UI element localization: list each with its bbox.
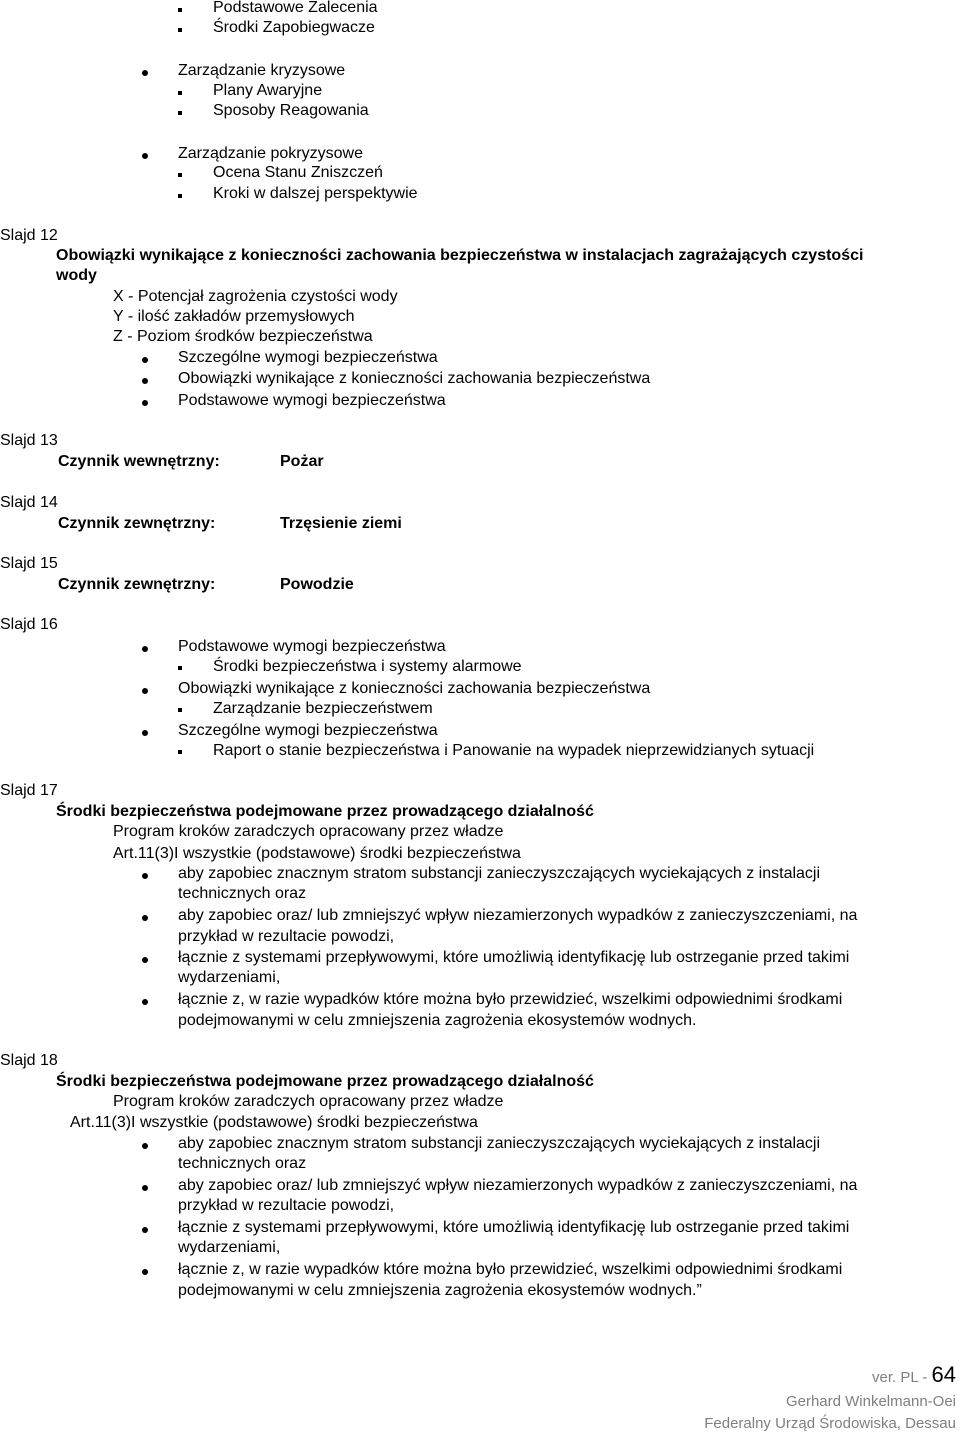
bullet-marker [142, 1227, 148, 1233]
list-item: Zarządzanie pokryzysowe [178, 145, 363, 162]
list-item: aby zapobiec oraz/ lub zmniejszyć wpływ niezamierzonych wypadków z zanieczyszczeniami, na [178, 907, 858, 924]
bullet-marker [178, 28, 182, 32]
footer-author: Gerhard Winkelmann-Oei [785, 1393, 956, 1410]
list-item: łącznie z, w razie wypadków które można było przewidzieć, wszelkimi odpowiednimi środkami [178, 1261, 843, 1278]
bullet-marker [178, 111, 182, 115]
bullet-marker [178, 708, 182, 712]
list-item: Plany Awaryjne [213, 82, 323, 99]
list-item: Obowiązki wynikające z konieczności zachowania bezpieczeństwa [178, 680, 651, 697]
footer-org: Federalny Urząd Środowiska, Dessau [704, 1415, 956, 1432]
list-item-cont: przykład w rezultacie powodzi, [178, 928, 395, 945]
bullet-marker [142, 1143, 148, 1149]
version-label: ver. PL - [872, 1369, 932, 1386]
slide-label: Slajd 15 [0, 555, 58, 572]
factor-label: Czynnik zewnętrzny: [58, 576, 216, 593]
list-item: aby zapobiec oraz/ lub zmniejszyć wpływ niezamierzonych wypadków z zanieczyszczeniami, na [178, 1177, 858, 1194]
factor-value: Trzęsienie ziemi [280, 515, 402, 532]
list-item-cont: podejmowanymi w celu zmniejszenia zagrożenia ekosystemów wodnych.” [178, 1282, 702, 1299]
slide-label: Slajd 14 [0, 494, 58, 511]
bullet-marker [178, 91, 182, 95]
section-heading: Środki bezpieczeństwa podejmowane przez prowadzącego działalność [56, 1073, 594, 1090]
list-item: Podstawowe wymogi bezpieczeństwa [178, 392, 446, 409]
slide-label: Slajd 13 [0, 432, 58, 449]
list-item: Kroki w dalszej perspektywie [213, 185, 418, 202]
list-item-cont: wydarzeniami, [178, 969, 281, 986]
text-line: Program kroków zaradczych opracowany przez władze [113, 823, 504, 840]
factor-value: Pożar [280, 453, 324, 470]
bullet-marker [142, 1269, 148, 1275]
list-item-cont: przykład w rezultacie powodzi, [178, 1197, 395, 1214]
bullet-marker [178, 8, 182, 12]
list-subitem: Raport o stanie bezpieczeństwa i Panowanie na wypadek nieprzewidzianych sytuacji [213, 742, 815, 759]
list-subitem: Środki bezpieczeństwa i systemy alarmowe [213, 658, 522, 675]
slide-label: Slajd 17 [0, 782, 58, 799]
list-item-cont: technicznych oraz [178, 885, 307, 902]
list-item: Obowiązki wynikające z konieczności zachowania bezpieczeństwa [178, 370, 651, 387]
section-heading: Obowiązki wynikające z konieczności zachowania bezpieczeństwa w instalacjach zagrażających czystości [56, 247, 864, 264]
bullet-marker [142, 915, 148, 921]
list-item: Podstawowe wymogi bezpieczeństwa [178, 638, 446, 655]
bullet-marker [142, 400, 148, 406]
bullet-marker [178, 666, 182, 670]
axis-item: Z - Poziom środków bezpieczeństwa [113, 328, 373, 345]
page-number: 64 [931, 1362, 956, 1387]
list-item-cont: technicznych oraz [178, 1155, 307, 1172]
bullet-marker [142, 730, 148, 736]
slide-label: Slajd 18 [0, 1052, 58, 1069]
bullet-marker [142, 357, 148, 363]
list-item: aby zapobiec znacznym stratom substancji zanieczyszczających wyciekających z instalacji [178, 865, 821, 882]
factor-label: Czynnik zewnętrzny: [58, 515, 216, 532]
bullet-marker [142, 70, 148, 76]
list-item: Środki Zapobiegwacze [213, 19, 375, 36]
list-item: Szczególne wymogi bezpieczeństwa [178, 722, 438, 739]
bullet-marker [142, 873, 148, 879]
axis-item: Y - ilość zakładów przemysłowych [113, 308, 355, 325]
text-line: Art.11(3)I wszystkie (podstawowe) środki bezpieczeństwa [113, 845, 521, 862]
list-subitem: Zarządzanie bezpieczeństwem [213, 700, 433, 717]
list-item: Sposoby Reagowania [213, 102, 369, 119]
text-line: Art.11(3)I wszystkie (podstawowe) środki bezpieczeństwa [70, 1114, 478, 1131]
bullet-marker [178, 194, 182, 198]
slide-label: Slajd 12 [0, 227, 58, 244]
axis-item: X - Potencjał zagrożenia czystości wody [113, 288, 398, 305]
page-footer [704, 1362, 956, 1435]
bullet-marker [142, 1185, 148, 1191]
bullet-marker [142, 957, 148, 963]
list-item: Szczególne wymogi bezpieczeństwa [178, 349, 438, 366]
list-item: Ocena Stanu Zniszczeń [213, 164, 383, 181]
list-item: Zarządzanie kryzysowe [178, 62, 346, 79]
section-heading-cont: wody [56, 267, 97, 284]
list-item: Podstawowe Zalecenia [213, 0, 378, 16]
list-item: łącznie z, w razie wypadków które można było przewidzieć, wszelkimi odpowiednimi środkami [178, 991, 843, 1008]
factor-label: Czynnik wewnętrzny: [58, 453, 220, 470]
slide-label: Slajd 16 [0, 616, 58, 633]
bullet-marker [142, 378, 148, 384]
bullet-marker [142, 153, 148, 159]
list-item-cont: wydarzeniami, [178, 1239, 281, 1256]
page-number-line [704, 1362, 956, 1391]
bullet-marker [178, 173, 182, 177]
list-item: łącznie z systemami przepływowymi, które umożliwią identyfikację lub ostrzeganie przed takimi [178, 949, 850, 966]
text-line: Program kroków zaradczych opracowany przez władze [113, 1093, 504, 1110]
list-item: łącznie z systemami przepływowymi, które umożliwią identyfikację lub ostrzeganie przed takimi [178, 1219, 850, 1236]
bullet-marker [142, 646, 148, 652]
factor-value: Powodzie [280, 576, 354, 593]
list-item: aby zapobiec znacznym stratom substancji zanieczyszczających wyciekających z instalacji [178, 1135, 821, 1152]
bullet-marker [142, 688, 148, 694]
list-item-cont: podejmowanymi w celu zmniejszenia zagrożenia ekosystemów wodnych. [178, 1012, 697, 1029]
bullet-marker [178, 750, 182, 754]
bullet-marker [142, 999, 148, 1005]
section-heading: Środki bezpieczeństwa podejmowane przez prowadzącego działalność [56, 803, 594, 820]
